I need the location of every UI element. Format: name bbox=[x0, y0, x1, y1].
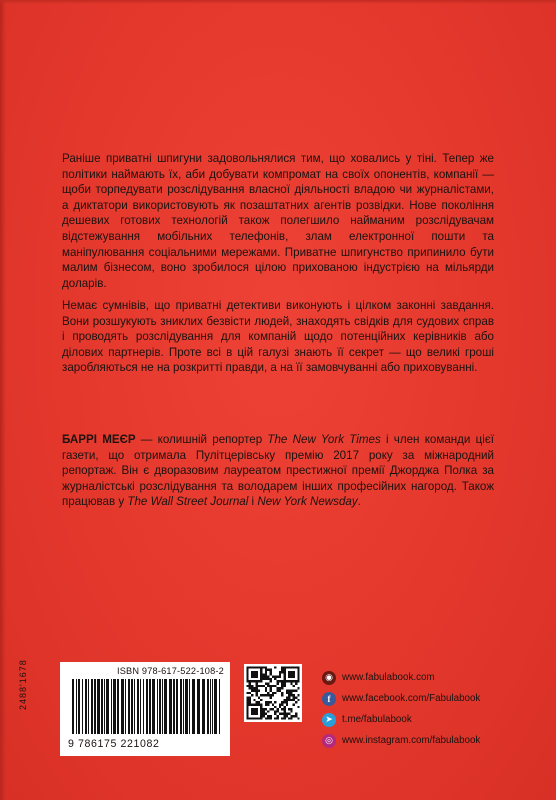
qr-module bbox=[281, 680, 283, 682]
barcode-bar bbox=[143, 679, 144, 734]
qr-module bbox=[293, 694, 295, 696]
qr-module bbox=[281, 701, 283, 703]
qr-module bbox=[267, 710, 269, 712]
barcode-bar bbox=[88, 679, 89, 734]
qr-module bbox=[274, 678, 276, 680]
qr-module bbox=[249, 683, 251, 685]
barcode-bar bbox=[117, 679, 119, 734]
qr-module bbox=[272, 676, 274, 678]
qr-module bbox=[274, 666, 276, 668]
qr-module bbox=[288, 708, 290, 710]
qr-module bbox=[246, 692, 248, 694]
qr-module bbox=[258, 701, 260, 703]
qr-module bbox=[286, 692, 288, 694]
barcode-bar bbox=[210, 679, 211, 734]
link-telegram[interactable] bbox=[322, 709, 542, 730]
qr-module bbox=[251, 694, 253, 696]
qr-module bbox=[279, 671, 281, 673]
isbn-barcode-box bbox=[60, 662, 230, 756]
qr-module bbox=[279, 706, 281, 708]
qr-module bbox=[249, 692, 251, 694]
qr-module bbox=[279, 676, 281, 678]
qr-module bbox=[267, 669, 269, 671]
qr-module bbox=[272, 694, 274, 696]
barcode-bar bbox=[212, 679, 213, 734]
qr-module bbox=[281, 687, 283, 689]
qr-module bbox=[283, 713, 285, 715]
qr-module bbox=[249, 685, 251, 687]
qr-module bbox=[265, 676, 267, 678]
qr-module bbox=[258, 696, 260, 698]
link-facebook-text: www.facebook.com/Fabulabook bbox=[342, 693, 481, 704]
social-links bbox=[322, 667, 542, 751]
barcode-bar bbox=[180, 679, 182, 734]
qr-module bbox=[290, 710, 292, 712]
barcode-bar bbox=[176, 679, 178, 734]
qr-module bbox=[274, 710, 276, 712]
qr-module bbox=[256, 701, 258, 703]
qr-module bbox=[249, 687, 251, 689]
qr-module bbox=[286, 713, 288, 715]
barcode-bar bbox=[121, 679, 124, 734]
barcode-bar bbox=[125, 679, 126, 734]
qr-module bbox=[290, 715, 292, 717]
qr-module bbox=[265, 694, 267, 696]
qr-module bbox=[286, 701, 288, 703]
qr-module bbox=[265, 678, 267, 680]
qr-module bbox=[288, 717, 290, 719]
qr-module bbox=[290, 708, 292, 710]
qr-module bbox=[265, 671, 267, 673]
qr-module bbox=[288, 699, 290, 701]
qr-module bbox=[249, 701, 251, 703]
barcode-bar bbox=[97, 679, 100, 734]
qr-module bbox=[288, 694, 290, 696]
qr-module bbox=[295, 696, 297, 698]
qr-module bbox=[270, 708, 272, 710]
barcode-icon bbox=[70, 679, 222, 734]
barcode-bar bbox=[162, 679, 163, 734]
qr-module bbox=[246, 685, 248, 687]
qr-module bbox=[293, 696, 295, 698]
qr-module bbox=[293, 685, 295, 687]
qr-module bbox=[251, 671, 258, 678]
qr-module bbox=[265, 713, 267, 715]
qr-module bbox=[249, 696, 251, 698]
qr-module bbox=[281, 717, 283, 719]
qr-module bbox=[263, 673, 265, 675]
bio-nyn: New York Newsday bbox=[257, 495, 358, 509]
instagram-icon: ◎ bbox=[322, 734, 336, 748]
qr-module bbox=[281, 692, 283, 694]
qr-module bbox=[246, 699, 248, 701]
qr-module bbox=[274, 692, 276, 694]
bio-text-3: і bbox=[248, 495, 258, 509]
barcode-bar bbox=[189, 679, 190, 734]
qr-module bbox=[276, 683, 278, 685]
barcode-bar bbox=[106, 679, 109, 734]
spine-shadow bbox=[0, 0, 6, 800]
qr-module bbox=[293, 715, 295, 717]
barcode-bar bbox=[137, 679, 139, 734]
qr-module bbox=[297, 706, 299, 708]
qr-module bbox=[251, 685, 253, 687]
qr-module bbox=[272, 685, 274, 687]
qr-module bbox=[256, 692, 258, 694]
qr-module bbox=[297, 717, 299, 719]
barcode-bar bbox=[134, 679, 135, 734]
link-facebook[interactable] bbox=[322, 688, 542, 709]
qr-module bbox=[270, 687, 272, 689]
qr-module bbox=[265, 673, 267, 675]
barcode-bar bbox=[82, 679, 83, 734]
qr-module bbox=[267, 703, 269, 705]
qr-module bbox=[279, 703, 281, 705]
barcode-bar bbox=[183, 679, 184, 734]
barcode-bar bbox=[169, 679, 172, 734]
qr-module bbox=[270, 715, 272, 717]
link-instagram[interactable] bbox=[322, 730, 542, 751]
qr-module bbox=[265, 703, 267, 705]
qr-module bbox=[290, 717, 292, 719]
barcode-bar bbox=[94, 679, 96, 734]
qr-module bbox=[281, 685, 283, 687]
qr-module bbox=[276, 717, 278, 719]
qr-module bbox=[283, 683, 285, 685]
link-website-text: www.fabulabook.com bbox=[342, 672, 435, 683]
qr-module bbox=[267, 685, 269, 687]
barcode-bar bbox=[219, 679, 220, 734]
qr-module bbox=[295, 713, 297, 715]
qr-module bbox=[246, 701, 248, 703]
qr-module bbox=[274, 676, 276, 678]
qr-module bbox=[263, 694, 265, 696]
qr-module bbox=[260, 699, 262, 701]
qr-module bbox=[267, 694, 269, 696]
barcode-bar bbox=[101, 679, 103, 734]
qr-module bbox=[265, 690, 267, 692]
qr-module bbox=[281, 666, 283, 668]
barcode-bar bbox=[214, 679, 217, 734]
qr-module bbox=[265, 666, 267, 668]
barcode-bar bbox=[192, 679, 195, 734]
qr-module bbox=[276, 690, 278, 692]
qr-module bbox=[295, 715, 297, 717]
qr-module bbox=[270, 690, 272, 692]
qr-module bbox=[256, 683, 258, 685]
link-website[interactable] bbox=[322, 667, 542, 688]
author-bio bbox=[62, 432, 494, 510]
barcode-bar bbox=[157, 679, 158, 734]
qr-module bbox=[258, 685, 260, 687]
qr-module bbox=[297, 687, 299, 689]
qr-module bbox=[274, 717, 276, 719]
qr-module bbox=[263, 708, 265, 710]
author-name: БАРРІ МЕЄР bbox=[62, 433, 136, 446]
blurb-paragraph-2: Немає сумнівів, що приватні детективи виконують і цілком законні завдання. Вони розшукують зниклих безвісти людей, знаходять свідків для судових справ і проводять розслідування для компаній щодо потенційних керівників або ділових партнерів. Проте всі в цій галузі знають її секрет — що великі гроші заробляються не на розкритті правди, а на її замовчуванні або приховуванні. bbox=[62, 299, 494, 375]
barcode-bar bbox=[78, 679, 80, 734]
qr-module bbox=[288, 692, 290, 694]
qr-module bbox=[270, 696, 272, 698]
qr-module bbox=[295, 701, 297, 703]
qr-module bbox=[276, 687, 278, 689]
link-instagram-text: www.instagram.com/fabulabook bbox=[342, 735, 481, 746]
qr-module bbox=[297, 694, 299, 696]
qr-module bbox=[267, 717, 269, 719]
qr-module bbox=[279, 687, 281, 689]
qr-module bbox=[263, 676, 265, 678]
barcode-bar bbox=[146, 679, 148, 734]
qr-module bbox=[288, 690, 290, 692]
qr-module bbox=[274, 713, 276, 715]
barcode-bar bbox=[104, 679, 105, 734]
barcode-bar bbox=[91, 679, 93, 734]
qr-module bbox=[267, 676, 269, 678]
qr-module bbox=[274, 701, 276, 703]
barcode-bar bbox=[173, 679, 175, 734]
link-telegram-text: t.me/fabulabook bbox=[342, 714, 412, 725]
qr-module bbox=[286, 696, 288, 698]
qr-module bbox=[256, 694, 258, 696]
barcode-bar bbox=[202, 679, 205, 734]
qr-module bbox=[276, 715, 278, 717]
bio-text-4: . bbox=[357, 495, 361, 509]
qr-module bbox=[270, 717, 272, 719]
qr-module bbox=[256, 690, 258, 692]
qr-module bbox=[253, 690, 255, 692]
qr-module bbox=[265, 717, 267, 719]
qr-module bbox=[288, 696, 290, 698]
qr-module bbox=[279, 690, 281, 692]
barcode-bar bbox=[152, 679, 155, 734]
qr-module bbox=[283, 717, 285, 719]
bio-text-2: і член команди цієї газети, що отримала Пулітцерівську премію 2017 року за міжнародний репортаж. Він є дворазовим лауреатом престижної премії Джорджа Полка за журналістські розслідування та володарем інших професійних нагород. Також працював у bbox=[62, 433, 494, 509]
qr-module bbox=[283, 685, 285, 687]
qr-module bbox=[253, 699, 255, 701]
barcode-bar bbox=[207, 679, 209, 734]
qr-module bbox=[267, 692, 269, 694]
qr-module bbox=[251, 690, 253, 692]
qr-module bbox=[270, 694, 272, 696]
barcode-bar bbox=[131, 679, 133, 734]
side-code: 2488'1678 bbox=[18, 659, 28, 710]
qr-module bbox=[283, 708, 285, 710]
qr-module bbox=[286, 699, 288, 701]
barcode-bar bbox=[85, 679, 87, 734]
qr-module bbox=[258, 690, 260, 692]
qr-module bbox=[267, 715, 269, 717]
qr-module bbox=[263, 678, 265, 680]
qr-module bbox=[270, 678, 272, 680]
qr-module bbox=[283, 699, 285, 701]
qr-module bbox=[265, 669, 267, 671]
qr-module bbox=[286, 703, 288, 705]
qr-module bbox=[265, 701, 267, 703]
qr-module bbox=[283, 710, 285, 712]
qr-module bbox=[246, 696, 248, 698]
qr-module bbox=[295, 690, 297, 692]
qr-module bbox=[267, 701, 269, 703]
qr-module bbox=[256, 687, 258, 689]
qr-module bbox=[267, 683, 269, 685]
barcode-bar bbox=[128, 679, 130, 734]
qr-module bbox=[270, 680, 272, 682]
qr-module bbox=[276, 708, 278, 710]
telegram-icon: ➤ bbox=[322, 713, 336, 727]
qr-module bbox=[279, 713, 281, 715]
isbn-label: ISBN 978-617-522-108-2 bbox=[116, 666, 224, 676]
bio-wsj: The Wall Street Journal bbox=[127, 495, 249, 509]
qr-module bbox=[283, 706, 285, 708]
qr-module bbox=[290, 692, 292, 694]
qr-module bbox=[256, 685, 258, 687]
qr-module bbox=[263, 685, 265, 687]
qr-module bbox=[260, 694, 262, 696]
qr-module bbox=[276, 676, 278, 678]
barcode-bar bbox=[140, 679, 141, 734]
barcode-digits: 9 786175 221082 bbox=[68, 738, 160, 750]
qr-module bbox=[265, 708, 267, 710]
qr-module bbox=[265, 683, 267, 685]
qr-module bbox=[270, 671, 272, 673]
qr-module bbox=[270, 673, 272, 675]
barcode-bar bbox=[72, 679, 74, 734]
barcode-bar bbox=[111, 679, 112, 734]
qr-module bbox=[265, 687, 267, 689]
qr-module bbox=[249, 699, 251, 701]
qr-module bbox=[281, 671, 283, 673]
barcode-bar bbox=[76, 679, 77, 734]
barcode-bar bbox=[159, 679, 161, 734]
blurb-paragraph-1: Раніше приватні шпигуни задовольнялися тим, що ховались у тіні. Тепер же політики наймають їх, аби добувати компромат на своїх опонентів, компанії — щоби торпедувати розслідування власної діяльності владою чи журналістами, а диктатори використовують як позаштатних агентів розвідки. Нове покоління дешевих готових технологій також полегшило найманим розслідувачам відстежування мобільних телефонів, злам електронної пошти та маніпулювання соціальними мережами. Приватне шпигунство припинило бути малим бізнесом, воно зробилося цілою прихованою індустрією на мільярди доларів. bbox=[62, 152, 494, 290]
barcode-bar bbox=[149, 679, 151, 734]
qr-module bbox=[281, 703, 283, 705]
qr-module bbox=[279, 673, 281, 675]
qr-module bbox=[281, 708, 283, 710]
qr-module bbox=[270, 701, 272, 703]
qr-module bbox=[260, 685, 262, 687]
bio-text-1: — колишній репортер bbox=[135, 433, 268, 446]
qr-module bbox=[253, 687, 255, 689]
qr-code-icon bbox=[244, 664, 302, 722]
qr-module bbox=[267, 678, 269, 680]
barcode-bar bbox=[164, 679, 167, 734]
qr-module bbox=[251, 687, 253, 689]
qr-module bbox=[290, 690, 292, 692]
qr-module bbox=[263, 710, 265, 712]
qr-module bbox=[272, 708, 274, 710]
qr-module bbox=[281, 669, 283, 671]
top-edge-shadow bbox=[0, 0, 556, 4]
qr-module bbox=[263, 666, 265, 668]
qr-module bbox=[297, 699, 299, 701]
qr-module bbox=[286, 715, 288, 717]
qr-module bbox=[290, 694, 292, 696]
qr-module bbox=[286, 690, 288, 692]
qr-module bbox=[274, 685, 276, 687]
qr-module bbox=[293, 690, 295, 692]
qr-module bbox=[251, 708, 258, 715]
qr-module bbox=[293, 699, 295, 701]
qr-module bbox=[276, 680, 278, 682]
qr-module bbox=[290, 699, 292, 701]
qr-module bbox=[290, 683, 292, 685]
qr-module bbox=[288, 713, 290, 715]
globe-icon: ◉ bbox=[322, 671, 336, 685]
barcode-bar bbox=[197, 679, 200, 734]
qr-module bbox=[283, 715, 285, 717]
qr-module bbox=[263, 715, 265, 717]
qr-module bbox=[288, 671, 295, 678]
qr-module bbox=[274, 706, 276, 708]
qr-module bbox=[272, 692, 274, 694]
qr-module bbox=[281, 694, 283, 696]
qr-module bbox=[276, 710, 278, 712]
qr-module bbox=[270, 669, 272, 671]
qr-module bbox=[272, 703, 274, 705]
qr-module bbox=[283, 701, 285, 703]
facebook-icon: f bbox=[322, 692, 336, 706]
qr-module bbox=[279, 680, 281, 682]
qr-module bbox=[293, 703, 295, 705]
qr-module bbox=[295, 683, 297, 685]
qr-module bbox=[281, 713, 283, 715]
barcode-bar bbox=[185, 679, 188, 734]
qr-module bbox=[270, 685, 272, 687]
qr-module bbox=[263, 713, 265, 715]
barcode-bar bbox=[113, 679, 116, 734]
qr-module bbox=[281, 683, 283, 685]
bio-nyt: The New York Times bbox=[267, 433, 381, 446]
